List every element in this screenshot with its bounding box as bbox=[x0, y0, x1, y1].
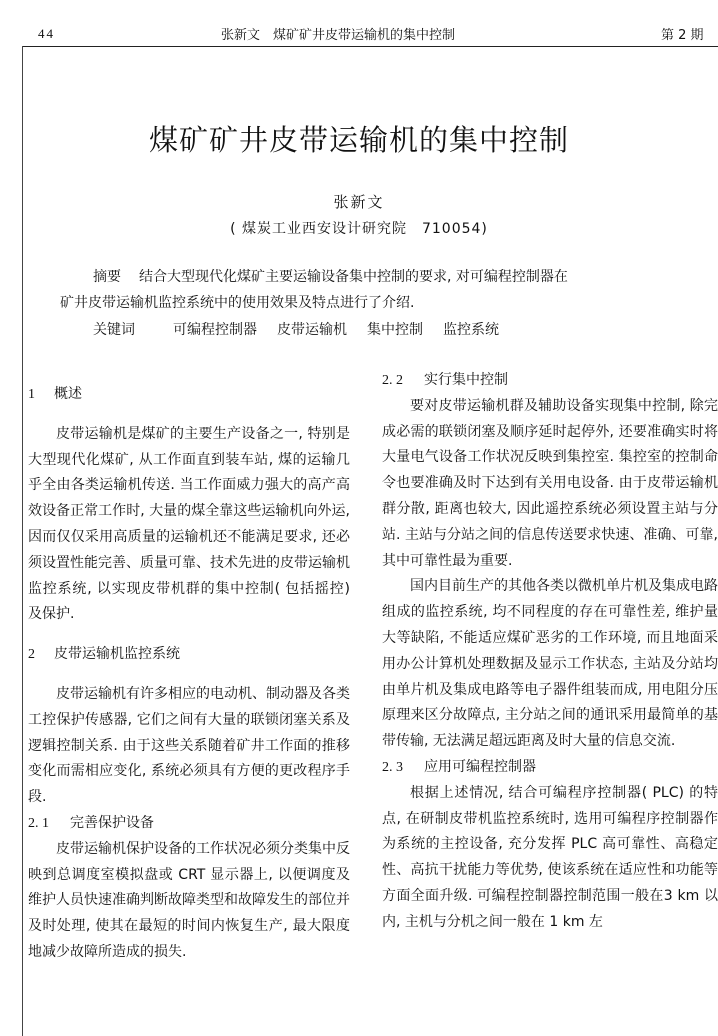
paragraph: 皮带运输机有许多相应的电动机、制动器及各类工控保护传感器, 它们之间有大量的联锁闭塞关系及逻辑控制关系. 由于这些关系随着矿井工作面的推移变化而需相应变化, 系统必须具有方便的更改程序手段. bbox=[28, 685, 350, 806]
abstract-line-2: 矿井皮带运输机监控系统中的使用效果及特点进行了介绍. bbox=[60, 295, 415, 311]
subsection-heading bbox=[28, 811, 350, 837]
section-title: 完善保护设备 bbox=[70, 814, 154, 831]
keyword: 监控系统 bbox=[443, 322, 499, 338]
paragraph: 要对皮带运输机群及辅助设备实现集中控制, 除完成必需的联锁闭塞及顺序延时起停外, 还要准确实时将大量电气设备工作状况反映到集控室. 集控室的控制命令也要准确及时下达到有关用电设备. 由于皮带运输机群分散, 距离也较大, 因此遥控系统必须设置主站与分站. 主站与分站之间的信息传送要求快速、准确、可靠, 其中可靠性最为重要. bbox=[382, 397, 718, 569]
article-affiliation: ( 煤炭工业西安设计研究院 710054) bbox=[230, 221, 488, 237]
section-number: 2. 2 bbox=[382, 373, 403, 388]
article-title: 煤矿矿井皮带运输机的集中控制 bbox=[148, 123, 569, 157]
right-column bbox=[382, 368, 718, 936]
section-title: 皮带运输机监控系统 bbox=[54, 646, 180, 663]
left-column bbox=[28, 382, 350, 966]
section-title: 应用可编程控制器 bbox=[424, 758, 536, 775]
section-number: 2 bbox=[28, 647, 35, 663]
paragraph: 皮带运输机保护设备的工作状况必须分类集中反映到总调度室模拟盘或 CRT 显示器上, 以便调度及维护人员快速准确判断故障类型和故障发生的部位并及时处理, 使其在最短的时间内恢复生产, 最大限度地减少故障所造成的损失. bbox=[28, 840, 350, 960]
keyword: 可编程控制器 bbox=[173, 322, 257, 338]
section-heading bbox=[28, 382, 350, 408]
section-number: 1 bbox=[28, 387, 35, 402]
paragraph: 国内目前生产的其他各类以微机单片机及集成电路组成的监控系统, 均不同程度的存在可靠性差, 维护量大等缺陷, 不能适应煤矿恶劣的工作环境, 而且地面采用办公计算机处理数据及显示工作状态, 主站及分站均由单片机及集成电路等电子器件组装而成, 用电阻分压原理来区分故障点, 主分站之间的通讯采用最简单的基带传输, 无法满足超远距离及时大量的信息交流. bbox=[382, 578, 718, 750]
article-author: 张新文 bbox=[333, 193, 385, 211]
abstract-label: 摘要 bbox=[93, 269, 121, 285]
paragraph: 皮带运输机是煤矿的主要生产设备之一, 特别是大型现代化煤矿, 从工作面直到装车站, 煤的运输几乎全由各类运输机传送. 当工作面威力强大的高产高效设备正常工作时, 大量的煤全靠这些运输机向外运, 因而仅仅采用高质量的运输机还不能满足要求, 还必须设置性能完善、质量可靠、技术先进的皮带运输机监控系统, 以实现皮带机群的集中控制( 包括摇控) 及保护. bbox=[28, 425, 350, 623]
paragraph: 根据上述情况, 结合可编程序控制器( PLC) 的特点, 在研制皮带机监控系统时, 选用可编程序控制器作为系统的主控设备, 充分发挥 PLC 高可靠性、高稳定性、高抗干扰能力等优势, 使该系统在适应性和功能等方面全面升级. 可编程控制器控制范围一般在3 km 以内, 主机与分机之间一般在 1 km 左 bbox=[382, 784, 718, 930]
issue-label: 第 2 期 bbox=[661, 28, 704, 43]
page-number: 44 bbox=[38, 26, 55, 41]
abstract-line-1 bbox=[93, 264, 568, 290]
section-number: 2. 1 bbox=[28, 815, 49, 831]
subsection-heading bbox=[382, 368, 718, 394]
running-header bbox=[0, 22, 718, 44]
section-title: 实行集中控制 bbox=[424, 372, 508, 388]
subsection-heading bbox=[382, 755, 718, 781]
running-title: 张新文 煤矿矿井皮带运输机的集中控制 bbox=[221, 28, 456, 43]
keyword: 集中控制 bbox=[367, 322, 423, 338]
keywords bbox=[93, 317, 499, 343]
keyword: 皮带运输机 bbox=[277, 322, 347, 338]
section-title: 概述 bbox=[54, 386, 82, 402]
abstract-text-1: 结合大型现代化煤矿主要运输设备集中控制的要求, 对可编程控制器在 bbox=[139, 269, 568, 285]
section-number: 2. 3 bbox=[382, 759, 403, 775]
header-rule bbox=[22, 46, 718, 47]
keywords-label: 关键词 bbox=[93, 322, 135, 338]
section-heading bbox=[28, 642, 350, 668]
